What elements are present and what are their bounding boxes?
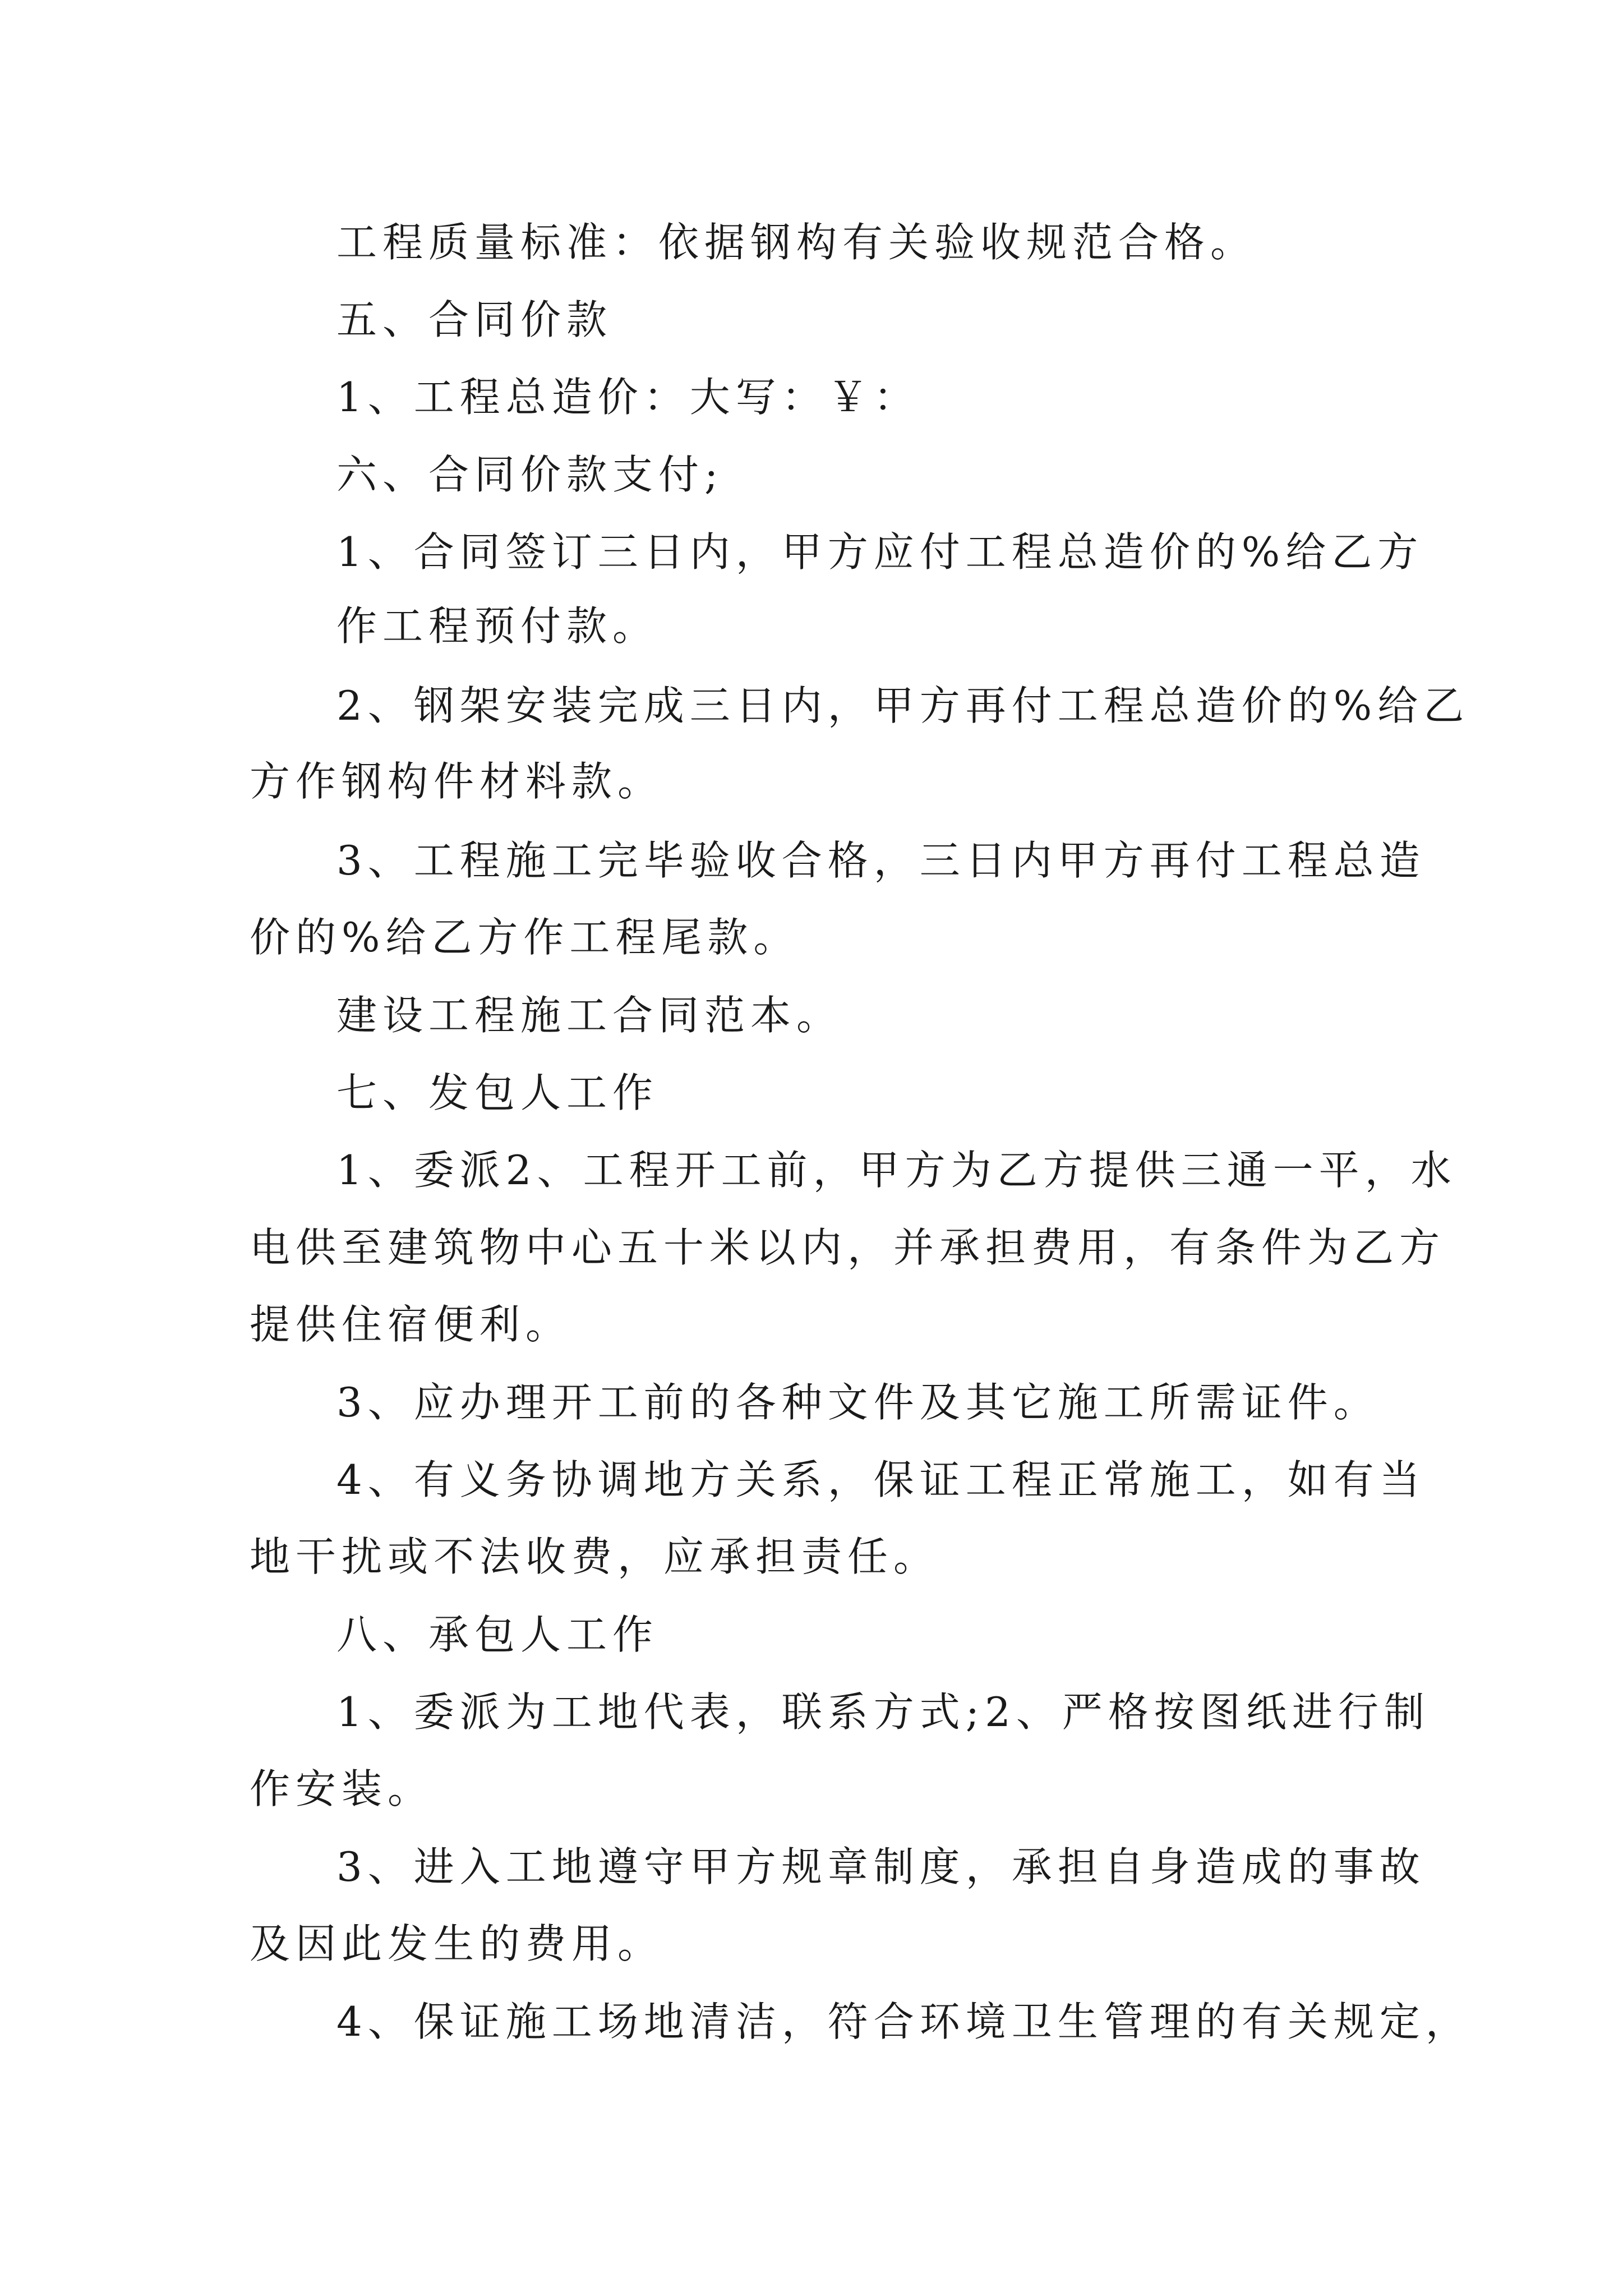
text-line: 作安装。	[250, 1765, 434, 1812]
text-line: 建设工程施工合同范本。	[336, 992, 843, 1039]
text-line: 1、工程总造价：大写：￥：	[336, 374, 920, 421]
text-line: 及因此发生的费用。	[250, 1920, 664, 1967]
section-heading: 五、合同价款	[336, 296, 613, 343]
text-line: 1、委派为工地代表，联系方式;2、严格按图纸进行制	[336, 1688, 1430, 1736]
text-line: 方作钢构件材料款。	[250, 758, 664, 805]
text-line: 作工程预付款。	[336, 602, 659, 650]
text-line: 4、保证施工场地清洁，符合环境卫生管理的有关规定，	[336, 1998, 1472, 2045]
text-line: 价的%给乙方作工程尾款。	[250, 914, 800, 961]
text-line: 2、钢架安装完成三日内，甲方再付工程总造价的%给乙	[336, 682, 1470, 729]
text-line: 地干扰或不法收费，应承担责任。	[250, 1533, 940, 1580]
section-heading: 六、合同价款支付;	[336, 451, 724, 498]
text-line: 4、有义务协调地方关系，保证工程正常施工，如有当	[336, 1456, 1426, 1503]
text-line: 提供住宿便利。	[250, 1301, 572, 1348]
text-line: 3、进入工地遵守甲方规章制度，承担自身造成的事故	[336, 1843, 1426, 1890]
text-line: 3、工程施工完毕验收合格，三日内甲方再付工程总造	[336, 837, 1426, 884]
text-line: 工程质量标准：依据钢构有关验收规范合格。	[336, 219, 1257, 266]
text-line: 1、委派2、工程开工前，甲方为乙方提供三通一平，水	[336, 1147, 1457, 1194]
section-heading: 八、承包人工作	[336, 1611, 659, 1658]
text-line: 电供至建筑物中心五十米以内，并承担费用，有条件为乙方	[250, 1224, 1446, 1271]
text-line: 1、合同签订三日内，甲方应付工程总造价的%给乙方	[336, 528, 1424, 576]
section-heading: 七、发包人工作	[336, 1069, 659, 1116]
text-line: 3、应办理开工前的各种文件及其它施工所需证件。	[336, 1379, 1380, 1426]
